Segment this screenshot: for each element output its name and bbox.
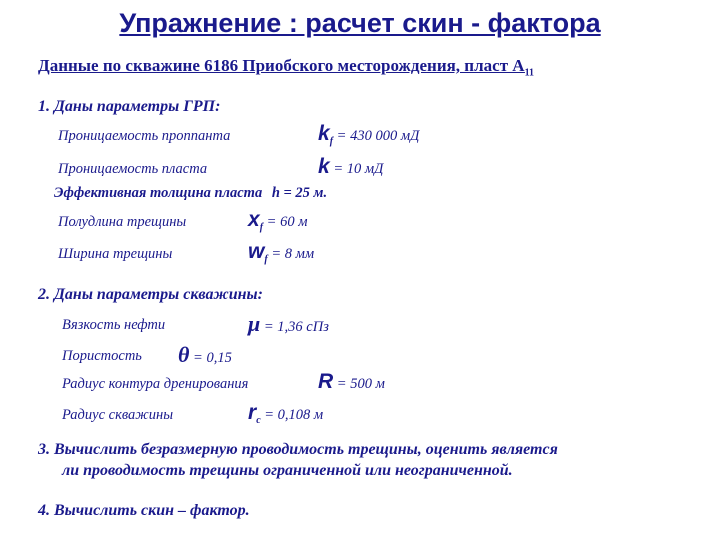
param-value-text: = 60 м (266, 214, 308, 230)
param-label: Эффективная толщина пласта (54, 185, 263, 201)
param-value (248, 208, 307, 233)
param-fracture-width (58, 240, 315, 265)
param-drainage-radius (62, 370, 385, 393)
well-data-subtitle (38, 56, 534, 78)
param-oil-viscosity (62, 311, 329, 336)
param-value-text: = 1,36 сПз (263, 319, 329, 335)
section-1-heading: 1. Даны параметры ГРП: (38, 98, 221, 115)
section-3-line-2: ли проводимость трещины ограниченной или неограниченной. (62, 462, 513, 479)
param-formation-permeability (58, 155, 384, 178)
param-subscript: f (264, 253, 268, 265)
section-2-heading: 2. Даны параметры скважины: (38, 286, 263, 303)
param-value (318, 122, 419, 147)
subtitle-text: Данные по скважине 6186 Приобского месторождения, пласт А (38, 56, 525, 75)
param-value (318, 155, 383, 179)
param-label: Радиус скважины (62, 407, 174, 423)
param-value-text: = 0,15 (193, 350, 232, 366)
param-label: Полудлина трещины (58, 214, 187, 230)
param-fracture-half-length (58, 208, 308, 233)
param-symbol: k (318, 122, 330, 145)
param-subscript: c (256, 414, 261, 426)
param-symbol: x (248, 208, 260, 231)
param-value-text: = 430 000 мД (336, 128, 420, 144)
param-value (248, 311, 329, 337)
param-subscript: f (259, 221, 264, 233)
param-proppant-permeability (58, 122, 420, 147)
param-porosity (62, 342, 232, 367)
subtitle-subscript: 11 (524, 67, 535, 79)
param-label: Радиус контура дренирования (62, 376, 249, 392)
param-label: Ширина трещины (58, 246, 173, 262)
section-3-line-1: 3. Вычислить безразмерную проводимость трещины, оценить является (38, 441, 558, 458)
param-label: Проницаемость проппанта (58, 128, 231, 144)
param-symbol: R (318, 370, 334, 393)
param-value-text: = 0,108 м (264, 407, 324, 423)
page-title: Упражнение : расчет скин - фактора (119, 8, 601, 38)
param-symbol: r (248, 401, 257, 424)
param-symbol: h (271, 185, 280, 201)
param-value-text: = 8 мм (271, 246, 315, 262)
param-symbol: μ (248, 311, 261, 336)
param-label: Проницаемость пласта (58, 161, 208, 177)
param-effective-thickness (54, 185, 327, 202)
param-value (318, 370, 385, 394)
param-label: Пористость (62, 348, 142, 364)
param-value-text: = 25 м. (283, 185, 328, 201)
param-subscript: f (329, 135, 334, 147)
param-symbol: θ (178, 342, 190, 367)
param-value-text: = 10 мД (333, 161, 384, 177)
param-symbol: k (318, 155, 330, 178)
param-value (248, 240, 314, 265)
param-label: Вязкость нефти (62, 317, 166, 333)
param-value (178, 342, 232, 368)
param-value-text: = 500 м (336, 376, 385, 392)
param-symbol: w (248, 240, 265, 263)
param-wellbore-radius (62, 401, 324, 426)
param-value (248, 401, 323, 426)
section-4-text: 4. Вычислить скин – фактор. (38, 502, 250, 519)
